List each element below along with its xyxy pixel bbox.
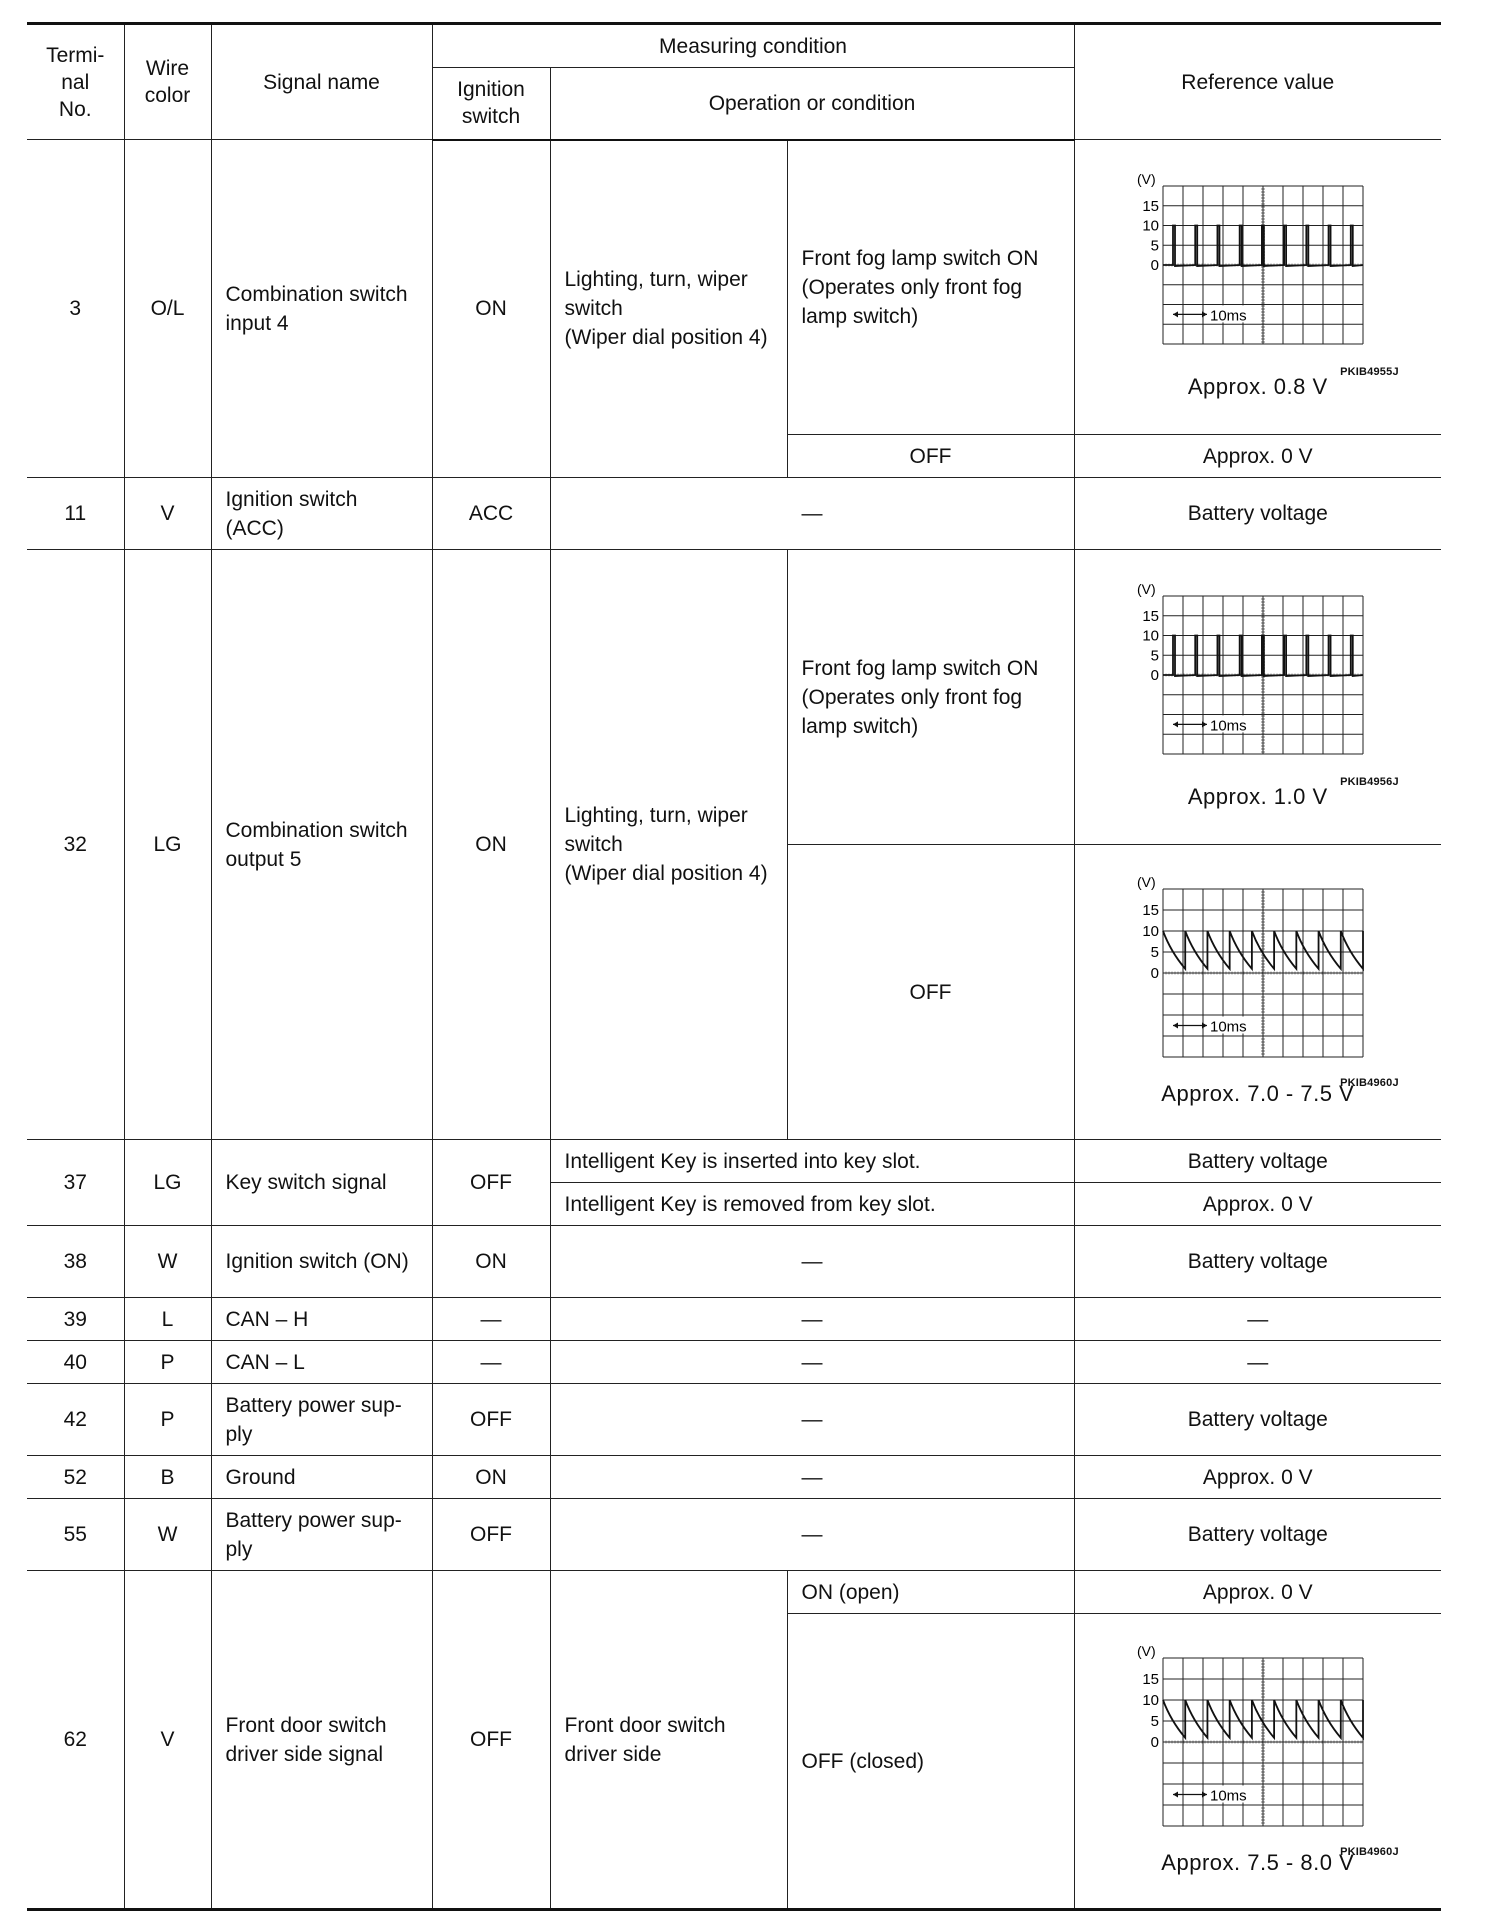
time-scale-label: 10ms	[1209, 1018, 1247, 1036]
condition: ON (open)	[787, 1571, 1074, 1614]
signal-name: Ignition switch (ACC)	[211, 478, 432, 550]
reference-value: Battery voltage	[1074, 1384, 1441, 1456]
operation: Lighting, turn, wiper switch (Wiper dial position 4)	[550, 550, 787, 1140]
signal-name: Combination switch output 5	[211, 550, 432, 1140]
condition: Intelligent Key is inserted into key slot.	[550, 1140, 1074, 1183]
signal-name: Ignition switch (ON)	[211, 1226, 432, 1298]
y-tick-label: 0	[1150, 1734, 1159, 1751]
condition: Front fog lamp switch ON (Operates only front fog lamp switch)	[787, 550, 1074, 845]
terminal-no: 62	[27, 1571, 124, 1910]
ignition-switch: ON	[432, 1226, 550, 1298]
table-row	[27, 478, 1441, 550]
table-row	[27, 1140, 1441, 1183]
y-unit-label: (V)	[1136, 1644, 1156, 1659]
terminal-no: 32	[27, 550, 124, 1140]
signal-name: Front door switch driver side signal	[211, 1571, 432, 1910]
condition: Front fog lamp switch ON (Operates only front fog lamp switch)	[787, 140, 1074, 435]
y-tick-label: 5	[1150, 1713, 1159, 1730]
reference-value: Approx. 0 V	[1074, 1183, 1441, 1226]
wire-color: B	[124, 1456, 211, 1499]
y-tick-label: 10	[1142, 1692, 1159, 1709]
reference-value: —	[1074, 1298, 1441, 1341]
reference-value: Battery voltage	[1074, 478, 1441, 550]
table-row	[27, 1384, 1441, 1456]
wire-color: W	[124, 1499, 211, 1571]
oscilloscope-waveform	[1123, 875, 1393, 1065]
ignition-switch: ACC	[432, 478, 550, 550]
table-row	[27, 1571, 1441, 1614]
ignition-switch: ON	[432, 1456, 550, 1499]
reference-value	[1074, 140, 1441, 435]
header-operation-or-condition: Operation or condition	[550, 68, 1074, 140]
oscilloscope-waveform	[1123, 1644, 1393, 1834]
terminal-no: 40	[27, 1341, 124, 1384]
operation: —	[550, 1384, 1074, 1456]
wire-color: P	[124, 1341, 211, 1384]
time-scale-label: 10ms	[1209, 1787, 1247, 1805]
signal-name: Key switch signal	[211, 1140, 432, 1226]
terminal-no: 3	[27, 140, 124, 478]
condition: OFF	[787, 845, 1074, 1140]
wire-color: V	[124, 1571, 211, 1910]
table-row	[27, 1341, 1441, 1384]
ignition-switch: ON	[432, 550, 550, 1140]
terminal-reference-table	[27, 22, 1441, 1911]
operation: —	[550, 1341, 1074, 1384]
reference-value: Approx. 0 V	[1074, 1456, 1441, 1499]
reference-value: Battery voltage	[1074, 1140, 1441, 1183]
ignition-switch: —	[432, 1298, 550, 1341]
waveform-figure	[1113, 875, 1403, 1108]
operation: —	[550, 1298, 1074, 1341]
signal-name: Battery power sup-ply	[211, 1499, 432, 1571]
y-tick-label: 0	[1150, 257, 1159, 274]
y-tick-label: 10	[1142, 217, 1159, 235]
signal-name: Battery power sup-ply	[211, 1384, 432, 1456]
wire-color: P	[124, 1384, 211, 1456]
wire-color: LG	[124, 1140, 211, 1226]
reference-caption: Approx. 7.0 - 7.5 V	[1161, 1081, 1355, 1106]
condition: OFF (closed)	[787, 1614, 1074, 1910]
signal-name: CAN – L	[211, 1341, 432, 1384]
y-tick-label: 15	[1142, 902, 1159, 919]
y-tick-label: 5	[1150, 647, 1159, 665]
ignition-switch: OFF	[432, 1571, 550, 1910]
table-row	[27, 1456, 1441, 1499]
y-tick-label: 0	[1150, 965, 1159, 982]
operation: —	[550, 478, 1074, 550]
ignition-switch: ON	[432, 140, 550, 478]
reference-caption: Approx. 1.0 V	[1187, 784, 1328, 809]
ignition-switch: OFF	[432, 1384, 550, 1456]
waveform-figure	[1113, 1644, 1403, 1877]
terminal-no: 52	[27, 1456, 124, 1499]
wire-color: LG	[124, 550, 211, 1140]
figure-code: PKIB4960J	[1340, 1077, 1399, 1089]
table-row	[27, 140, 1441, 435]
time-scale-label: 10ms	[1209, 307, 1247, 325]
ignition-switch: OFF	[432, 1499, 550, 1571]
oscilloscope-waveform	[1123, 582, 1393, 762]
operation: —	[550, 1456, 1074, 1499]
terminal-no: 11	[27, 478, 124, 550]
table-row	[27, 1499, 1441, 1571]
y-tick-label: 5	[1150, 944, 1159, 961]
reference-value: Approx. 0 V	[1074, 435, 1441, 478]
y-tick-label: 10	[1142, 627, 1159, 645]
reference-value: Approx. 0 V	[1074, 1571, 1441, 1614]
oscilloscope-waveform	[1123, 172, 1393, 352]
y-tick-label: 5	[1150, 237, 1159, 255]
operation: Front door switch driver side	[550, 1571, 787, 1910]
terminal-no: 42	[27, 1384, 124, 1456]
waveform-figure	[1113, 172, 1403, 401]
wire-color: L	[124, 1298, 211, 1341]
figure-code: PKIB4960J	[1340, 1846, 1399, 1858]
waveform-figure	[1113, 582, 1403, 811]
signal-name: Combination switch input 4	[211, 140, 432, 478]
time-scale-label: 10ms	[1209, 717, 1247, 735]
reference-value	[1074, 550, 1441, 845]
operation: Lighting, turn, wiper switch (Wiper dial position 4)	[550, 140, 787, 478]
reference-caption: Approx. 0.8 V	[1187, 374, 1328, 399]
reference-value	[1074, 1614, 1441, 1910]
y-tick-label: 10	[1142, 923, 1159, 940]
y-tick-label: 15	[1142, 607, 1159, 625]
table-row	[27, 550, 1441, 845]
y-tick-label: 15	[1142, 1671, 1159, 1688]
signal-name: CAN – H	[211, 1298, 432, 1341]
y-unit-label: (V)	[1136, 875, 1156, 890]
terminal-no: 37	[27, 1140, 124, 1226]
y-tick-label: 15	[1142, 197, 1159, 215]
terminal-no: 39	[27, 1298, 124, 1341]
figure-code: PKIB4955J	[1340, 366, 1399, 378]
y-unit-label: (V)	[1136, 582, 1156, 597]
condition: OFF	[787, 435, 1074, 478]
reference-value: —	[1074, 1341, 1441, 1384]
header-measuring-condition: Measuring condition	[432, 24, 1074, 68]
y-tick-label: 0	[1150, 667, 1159, 684]
wire-color: O/L	[124, 140, 211, 478]
table-row	[27, 1298, 1441, 1341]
header-terminal-no: Termi- nal No.	[27, 24, 124, 140]
figure-code: PKIB4956J	[1340, 776, 1399, 788]
header-wire-color: Wire color	[124, 24, 211, 140]
condition: Intelligent Key is removed from key slot.	[550, 1183, 1074, 1226]
signal-name: Ground	[211, 1456, 432, 1499]
header-signal-name: Signal name	[211, 24, 432, 140]
terminal-no: 55	[27, 1499, 124, 1571]
header-ignition-switch: Ignition switch	[432, 68, 550, 140]
reference-value	[1074, 845, 1441, 1140]
operation: —	[550, 1499, 1074, 1571]
ignition-switch: —	[432, 1341, 550, 1384]
table-row	[27, 1226, 1441, 1298]
reference-value: Battery voltage	[1074, 1499, 1441, 1571]
y-unit-label: (V)	[1136, 172, 1156, 187]
wire-color: W	[124, 1226, 211, 1298]
reference-value: Battery voltage	[1074, 1226, 1441, 1298]
terminal-no: 38	[27, 1226, 124, 1298]
wire-color: V	[124, 478, 211, 550]
reference-caption: Approx. 7.5 - 8.0 V	[1161, 1850, 1355, 1875]
header-reference-value: Reference value	[1074, 24, 1441, 140]
operation: —	[550, 1226, 1074, 1298]
ignition-switch: OFF	[432, 1140, 550, 1226]
